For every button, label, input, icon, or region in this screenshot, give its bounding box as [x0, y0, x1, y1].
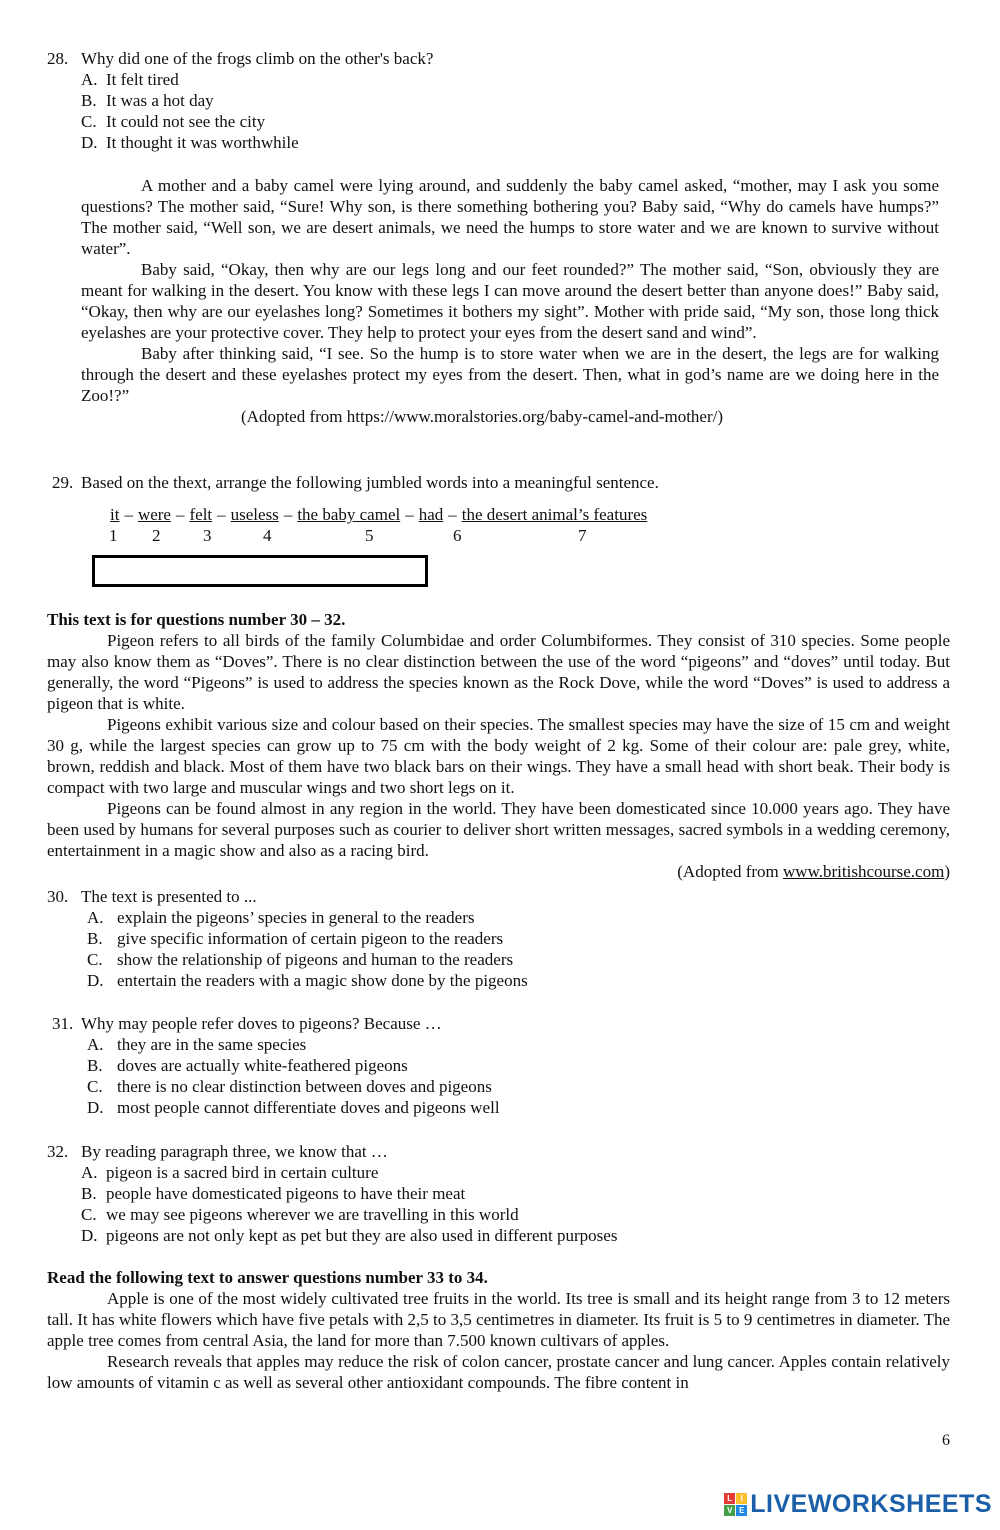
option-text: there is no clear distinction between doves and pigeons — [117, 1077, 492, 1096]
option-d[interactable] — [81, 1225, 947, 1246]
word-separator: – — [283, 505, 293, 524]
camel-story — [81, 175, 939, 427]
option-letter: D. — [87, 971, 104, 990]
logo-icon — [724, 1493, 747, 1516]
question-29 — [52, 472, 952, 493]
word-separator: – — [175, 505, 185, 524]
option-text: most people cannot differentiate doves and pigeons well — [117, 1098, 500, 1117]
option-a[interactable] — [87, 1034, 952, 1055]
logo-text: LIVEWORKSHEETS — [750, 1490, 992, 1518]
jumbled-word: felt — [189, 505, 213, 524]
source-prefix: (Adopted from — [677, 862, 784, 881]
source-link[interactable]: www.britishcourse.com — [783, 862, 945, 881]
question-number: 28. — [47, 49, 69, 68]
option-d[interactable] — [87, 1097, 952, 1118]
jumbled-word: were — [137, 505, 171, 524]
option-letter: D. — [81, 133, 98, 152]
option-letter: A. — [81, 70, 98, 89]
option-a[interactable] — [81, 69, 947, 90]
option-letter: C. — [81, 112, 97, 131]
option-b[interactable] — [81, 1183, 947, 1204]
question-32 — [47, 1141, 947, 1246]
jumbled-words — [110, 504, 647, 525]
question-number: 30. — [47, 887, 69, 906]
option-letter: B. — [87, 1056, 103, 1075]
option-b[interactable] — [87, 928, 947, 949]
word-number: 4 — [263, 526, 272, 545]
question-text: Based on the thext, arrange the following jumbled words into a meaningful sentence. — [81, 473, 659, 492]
option-letter: A. — [87, 908, 104, 927]
answer-input-box[interactable] — [92, 555, 428, 587]
option-text: people have domesticated pigeons to have their meat — [106, 1184, 466, 1203]
option-text: pigeon is a sacred bird in certain culture — [106, 1163, 379, 1182]
option-text: doves are actually white-feathered pigeons — [117, 1056, 408, 1075]
option-letter: B. — [81, 1184, 97, 1203]
word-number: 5 — [365, 526, 374, 545]
word-numbers — [0, 525, 700, 546]
word-separator: – — [405, 505, 414, 524]
option-d[interactable] — [81, 132, 947, 153]
source-suffix: ) — [944, 862, 950, 881]
option-c[interactable] — [81, 1204, 947, 1225]
logo-letter-icon: I — [736, 1493, 747, 1504]
paragraph: Baby said, “Okay, then why are our legs long and our feet rounded?” The mother said, “Son, obviously they are meant for walking in the desert. You know with these legs I can move around the desert better than anyone does!” Baby said, “Okay, then why are our eyelashes long? Sometimes it bothers my sight”. Mother with pride said, “My son, those long thick eyelashes are your protective cover. They help to protect your eyes from the desert sand and wind”. — [81, 260, 939, 342]
option-text: show the relationship of pigeons and human to the readers — [117, 950, 514, 969]
apple-text — [47, 1267, 950, 1393]
jumbled-word: it — [110, 505, 120, 524]
word-separator: – — [124, 505, 133, 524]
word-number: 6 — [453, 526, 462, 545]
jumbled-word: had — [418, 505, 444, 524]
option-c[interactable] — [81, 111, 947, 132]
option-c[interactable] — [87, 1076, 952, 1097]
jumbled-word: the baby camel — [297, 505, 401, 524]
word-separator: – — [217, 505, 226, 524]
pigeon-text — [47, 609, 950, 882]
option-letter: D. — [87, 1098, 104, 1117]
options-list — [81, 1162, 947, 1246]
option-letter: A. — [87, 1035, 104, 1054]
question-28 — [47, 48, 947, 153]
option-text: It could not see the city — [106, 112, 266, 131]
option-a[interactable] — [87, 907, 947, 928]
option-text: It felt tired — [106, 70, 179, 89]
option-letter: B. — [87, 929, 103, 948]
options-list — [81, 69, 947, 153]
source-citation — [47, 861, 950, 882]
question-text: The text is presented to ... — [81, 887, 257, 906]
options-list — [87, 1034, 952, 1118]
liveworksheets-logo — [724, 1490, 992, 1518]
option-text: give specific information of certain pigeon to the readers — [117, 929, 504, 948]
option-letter: C. — [87, 950, 103, 969]
options-list — [87, 907, 947, 991]
option-text: It was a hot day — [106, 91, 214, 110]
option-text: It thought it was worthwhile — [106, 133, 299, 152]
option-text: we may see pigeons wherever we are travelling in this world — [106, 1205, 519, 1224]
question-31 — [52, 1013, 952, 1118]
logo-letter-icon: L — [724, 1493, 735, 1504]
option-letter: C. — [81, 1205, 97, 1224]
section-heading: This text is for questions number 30 – 32. — [47, 610, 346, 629]
question-text: Why may people refer doves to pigeons? Because … — [81, 1014, 442, 1033]
option-text: entertain the readers with a magic show done by the pigeons — [117, 971, 528, 990]
paragraph: Pigeons exhibit various size and colour based on their species. The smallest species may have the size of 15 cm and weight 30 g, while the largest species can grow up to 75 cm with the body weight of 2 kg. Some of their colour are: pale grey, white, brown, reddish and black. Most of them have two black bars on their wings. They have a small head with short beak. Their body is compact with two large and muscular wings and two short legs on it. — [47, 715, 950, 797]
jumbled-word: useless — [230, 505, 279, 524]
paragraph: Research reveals that apples may reduce the risk of colon cancer, prostate cancer and lung cancer. Apples contain relatively low amounts of vitamin c as well as several other antioxidant compounds. The fibre content in — [47, 1352, 950, 1392]
question-30 — [47, 886, 947, 991]
word-number: 2 — [152, 526, 161, 545]
logo-letter-icon: V — [724, 1505, 735, 1516]
option-text: pigeons are not only kept as pet but they are also used in different purposes — [106, 1226, 618, 1245]
paragraph: Baby after thinking said, “I see. So the hump is to store water when we are in the desert, the legs are for walking through the desert and these eyelashes protect my eyes from the desert. Then, what in god’s name are we doing here in the Zoo!?” — [81, 344, 939, 405]
section-heading: Read the following text to answer questions number 33 to 34. — [47, 1268, 488, 1287]
option-b[interactable] — [87, 1055, 952, 1076]
question-number: 32. — [47, 1142, 69, 1161]
question-text: Why did one of the frogs climb on the other's back? — [81, 49, 434, 68]
option-letter: A. — [81, 1163, 98, 1182]
word-separator: – — [448, 505, 457, 524]
paragraph: A mother and a baby camel were lying around, and suddenly the baby camel asked, “mother, may I ask you some questions? The mother said, “Sure! Why son, is there something bothering you? Baby said, “Why do camels have humps?” The mother said, “Well son, we are desert animals, we need the humps to store water and we are known to survive without water”. — [81, 176, 939, 258]
jumbled-word: the desert animal’s features — [461, 505, 648, 524]
page-number: 6 — [942, 1432, 950, 1449]
option-letter: D. — [81, 1226, 98, 1245]
question-number: 31. — [52, 1014, 74, 1033]
option-c[interactable] — [87, 949, 947, 970]
word-number: 3 — [203, 526, 212, 545]
option-text: explain the pigeons’ species in general to the readers — [117, 908, 475, 927]
option-b[interactable] — [81, 90, 947, 111]
paragraph: Pigeons can be found almost in any region in the world. They have been domesticated since 10.000 years ago. They have been used by humans for several purposes such as courier to deliver short written messages, sacred symbols in a wedding ceremony, entertainment in a magic show and also as a racing bird. — [47, 799, 950, 860]
question-text: By reading paragraph three, we know that … — [81, 1142, 388, 1161]
logo-letter-icon: E — [736, 1505, 747, 1516]
option-a[interactable] — [81, 1162, 947, 1183]
option-letter: B. — [81, 91, 97, 110]
option-d[interactable] — [87, 970, 947, 991]
word-number: 1 — [109, 526, 118, 545]
question-number: 29. — [52, 473, 74, 492]
source-citation: (Adopted from https://www.moralstories.org/baby-camel-and-mother/) — [241, 407, 724, 426]
word-number: 7 — [578, 526, 587, 545]
paragraph: Apple is one of the most widely cultivated tree fruits in the world. Its tree is small and its height range from 3 to 12 meters tall. It has white flowers which have five petals with 2,5 to 3,5 centimetres in diameter. Its fruit is 5 to 9 centimetres in diameter. The apple tree comes from central Asia, the land for more than 7.500 known cultivars of apples. — [47, 1289, 950, 1350]
option-letter: C. — [87, 1077, 103, 1096]
option-text: they are in the same species — [117, 1035, 307, 1054]
paragraph: Pigeon refers to all birds of the family Columbidae and order Columbiformes. They consist of 310 species. Some people may also know them as “Doves”. There is no clear distinction between the use of the word “pigeons” and “doves” until today. But generally, the word “Pigeons” is used to address the species known as the Rock Dove, while the word “Doves” is used to address a pigeon that is white. — [47, 631, 950, 713]
